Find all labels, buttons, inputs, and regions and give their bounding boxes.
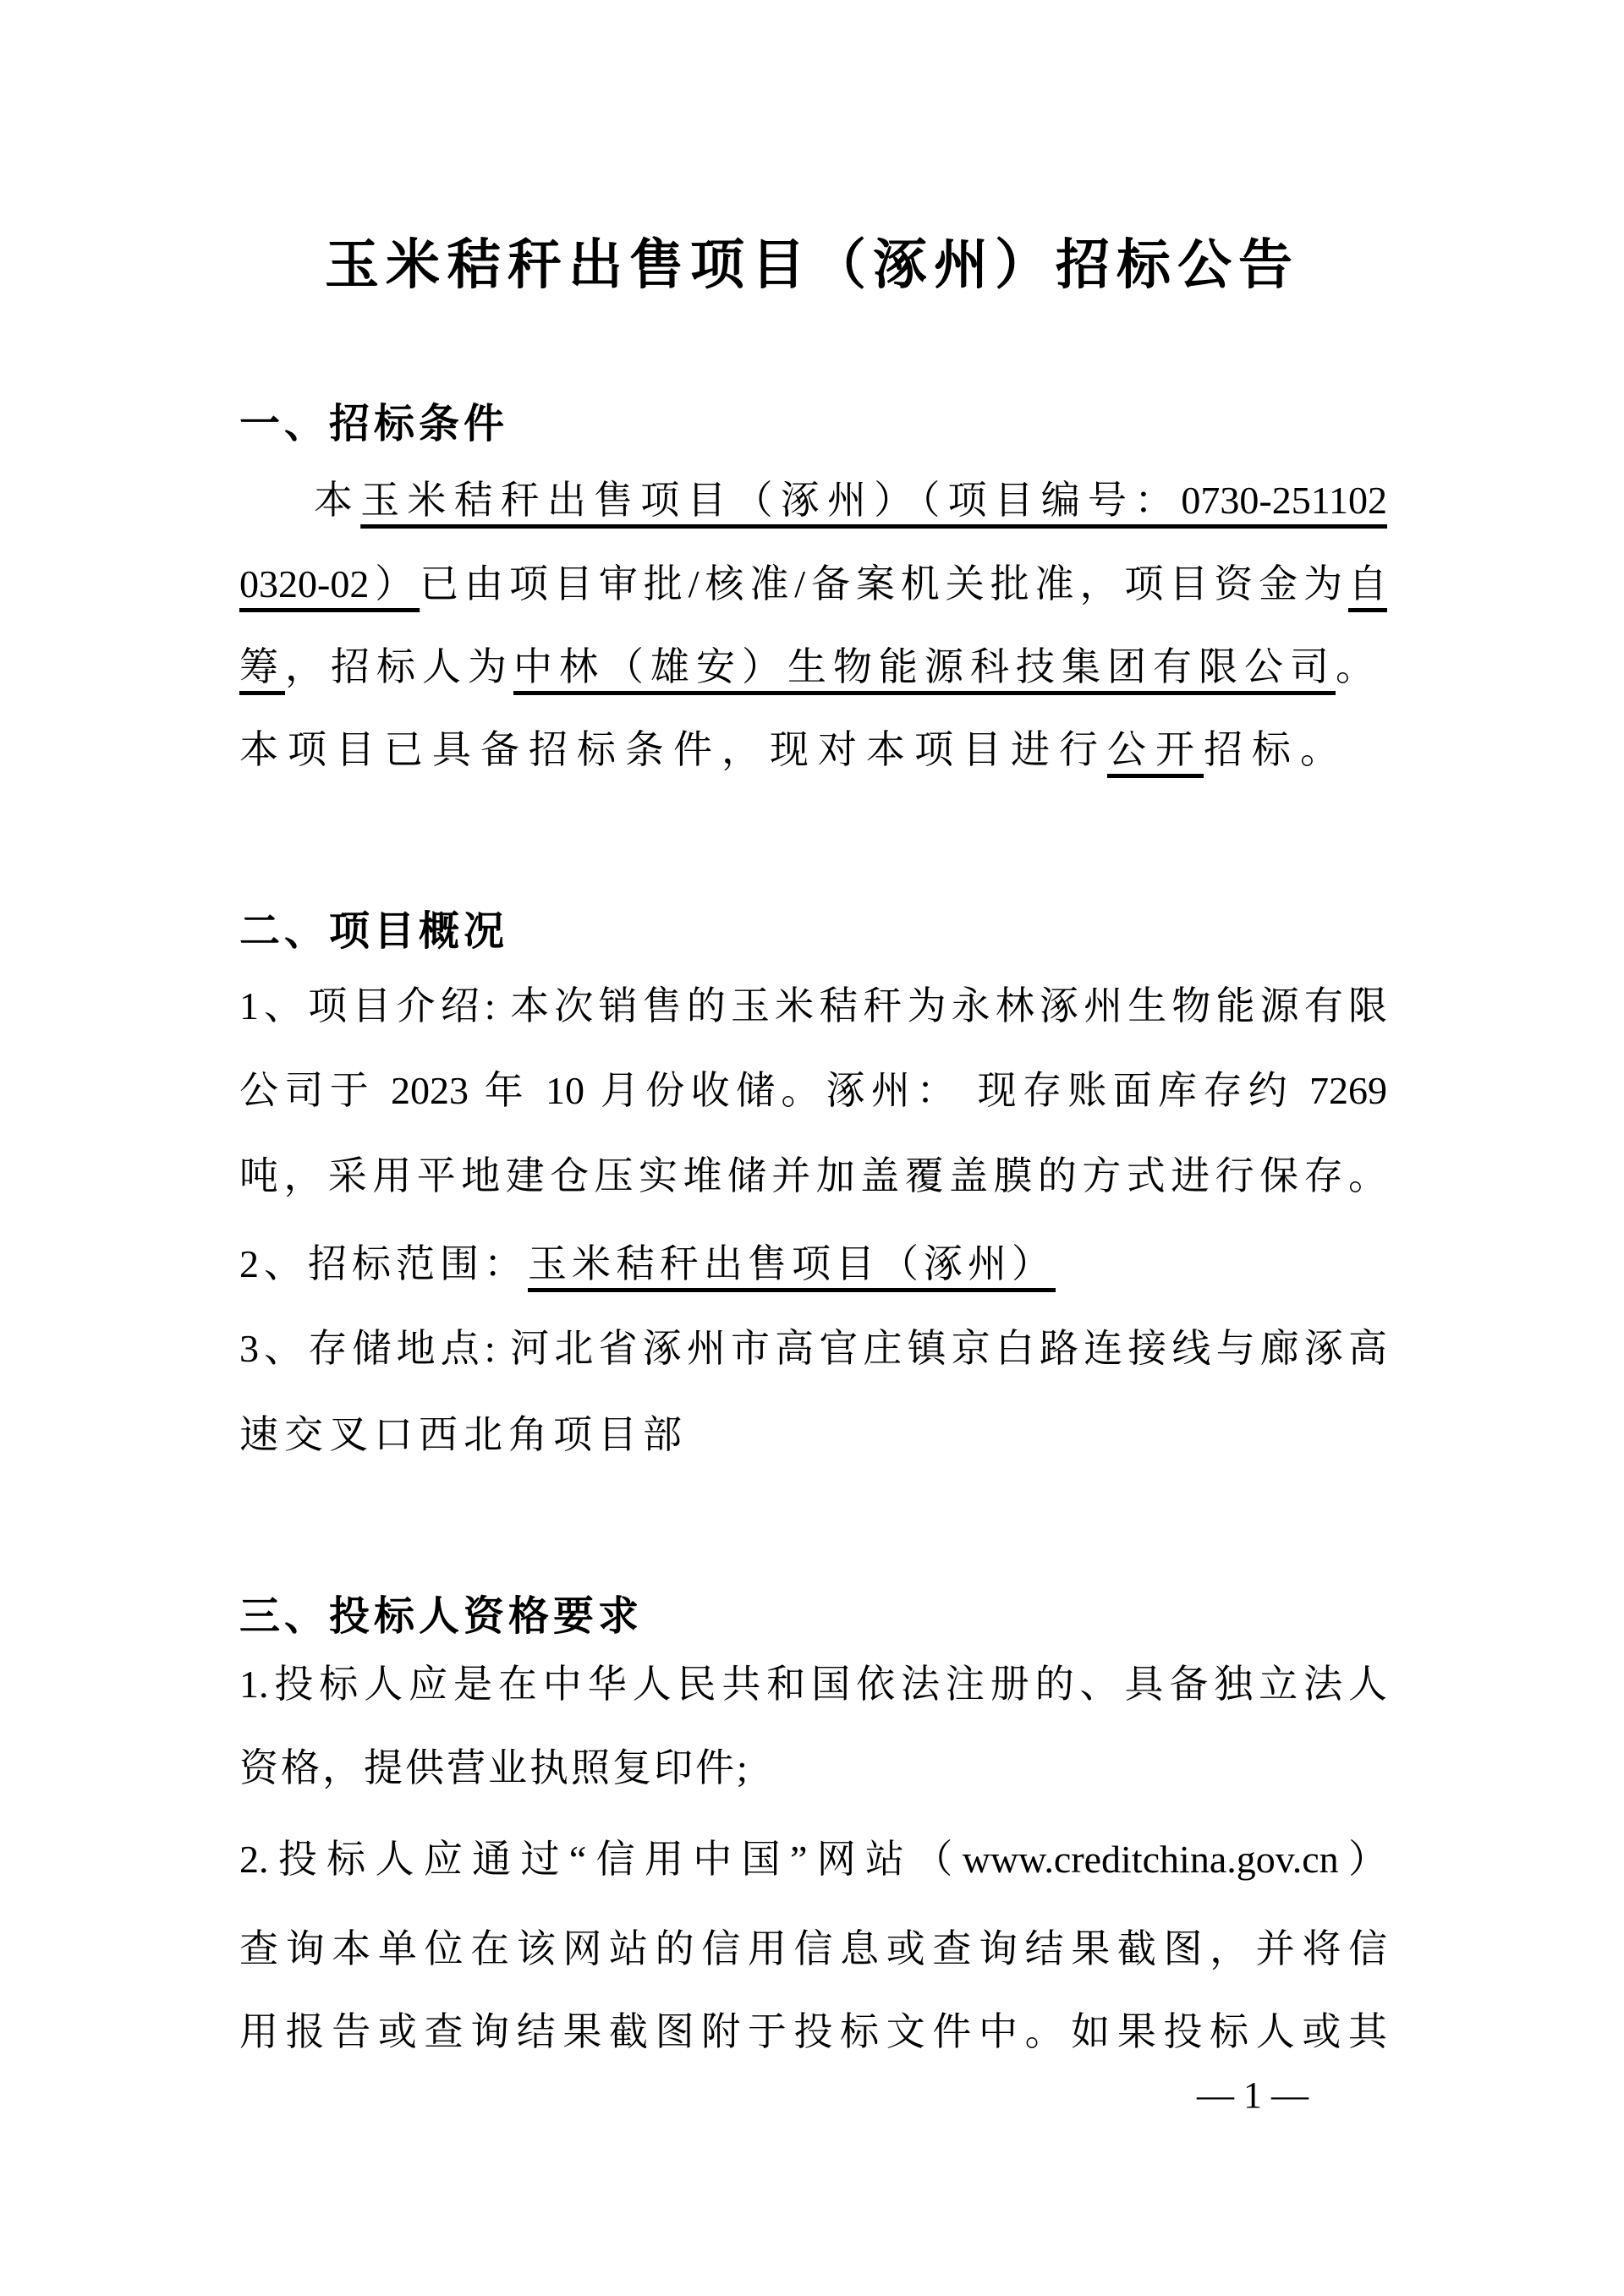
underlined-text: 玉米秸秆出售项目（涿州）	[528, 1242, 1056, 1285]
page-number: — 1 —	[1197, 2074, 1309, 2116]
text-segment: ，招标人为	[285, 645, 513, 688]
paragraph-line	[239, 1925, 1387, 1974]
document-title: 玉米秸秆出售项目（涿州）招标公告	[325, 235, 1299, 295]
text-segment: 。	[1336, 645, 1381, 688]
paragraph-line	[239, 1411, 688, 1460]
paragraph-line	[239, 982, 1387, 1031]
text-segment: 速交叉口西北角项目部	[239, 1413, 688, 1456]
text-segment: 用报告或查询结果截图附于投标文件中。如果投标人或其	[239, 2010, 1387, 2053]
paragraph-line	[239, 726, 1348, 775]
text-segment: 3、存储地点: 河北省涿州市高官庄镇京白路连接线与廊涿高	[239, 1327, 1387, 1370]
text-segment: 本项目已具备招标条件，现对本项目进行	[239, 728, 1107, 771]
underlined-text: 筹	[239, 645, 285, 688]
text-segment: 公司于 2023 年 10 月份收储。涿州： 现存账面库存约 7269	[239, 1069, 1387, 1112]
text-segment: 查询本单位在该网站的信用信息或查询结果截图，并将信	[239, 1927, 1387, 1970]
paragraph-line	[239, 1660, 1387, 1709]
underlined-text: 0320-02）	[239, 562, 420, 606]
underlined-text: 玉米秸秆出售项目（涿州）（项目编号：0730-251102	[360, 479, 1387, 522]
text-segment: 资格，提供营业执照复印件;	[239, 1746, 750, 1789]
paragraph-line	[239, 1835, 1387, 1884]
text-segment: 2.投标人应通过“信用中国”网站（www.creditchina.gov.cn）	[239, 1838, 1387, 1881]
text-segment: 本	[314, 479, 361, 522]
paragraph-line	[239, 476, 1387, 525]
text-segment: 1.投标人应是在中华人民共和国依法注册的、具备独立法人	[239, 1663, 1387, 1706]
underlined-text: 中林（雄安）生物能源科技集团有限公司	[513, 645, 1336, 688]
paragraph-line	[239, 643, 1381, 692]
underlined-text: 公开	[1107, 728, 1204, 771]
section-heading-1: 一、招标条件	[239, 402, 509, 447]
text-segment: 吨，采用平地建仓压实堆储并加盖覆盖膜的方式进行保存。	[239, 1154, 1387, 1197]
text-segment: 已由项目审批/核准/备案机关批准，项目资金为	[420, 562, 1348, 606]
paragraph-line	[239, 1066, 1387, 1115]
paragraph-line	[239, 1744, 750, 1793]
paragraph-line	[239, 2008, 1387, 2057]
text-segment: 1、项目介绍: 本次销售的玉米秸秆为永林涿州生物能源有限	[239, 984, 1387, 1027]
paragraph-line	[239, 1240, 1056, 1289]
paragraph-line	[239, 560, 1387, 609]
section-heading-3: 三、投标人资格要求	[239, 1594, 644, 1639]
paragraph-line	[239, 1324, 1387, 1373]
paragraph-line	[239, 1152, 1387, 1201]
text-segment: 2、招标范围：	[239, 1242, 528, 1285]
underlined-text: 自	[1348, 562, 1387, 606]
section-heading-2: 二、项目概况	[239, 909, 509, 954]
text-segment: 招标。	[1204, 728, 1348, 771]
